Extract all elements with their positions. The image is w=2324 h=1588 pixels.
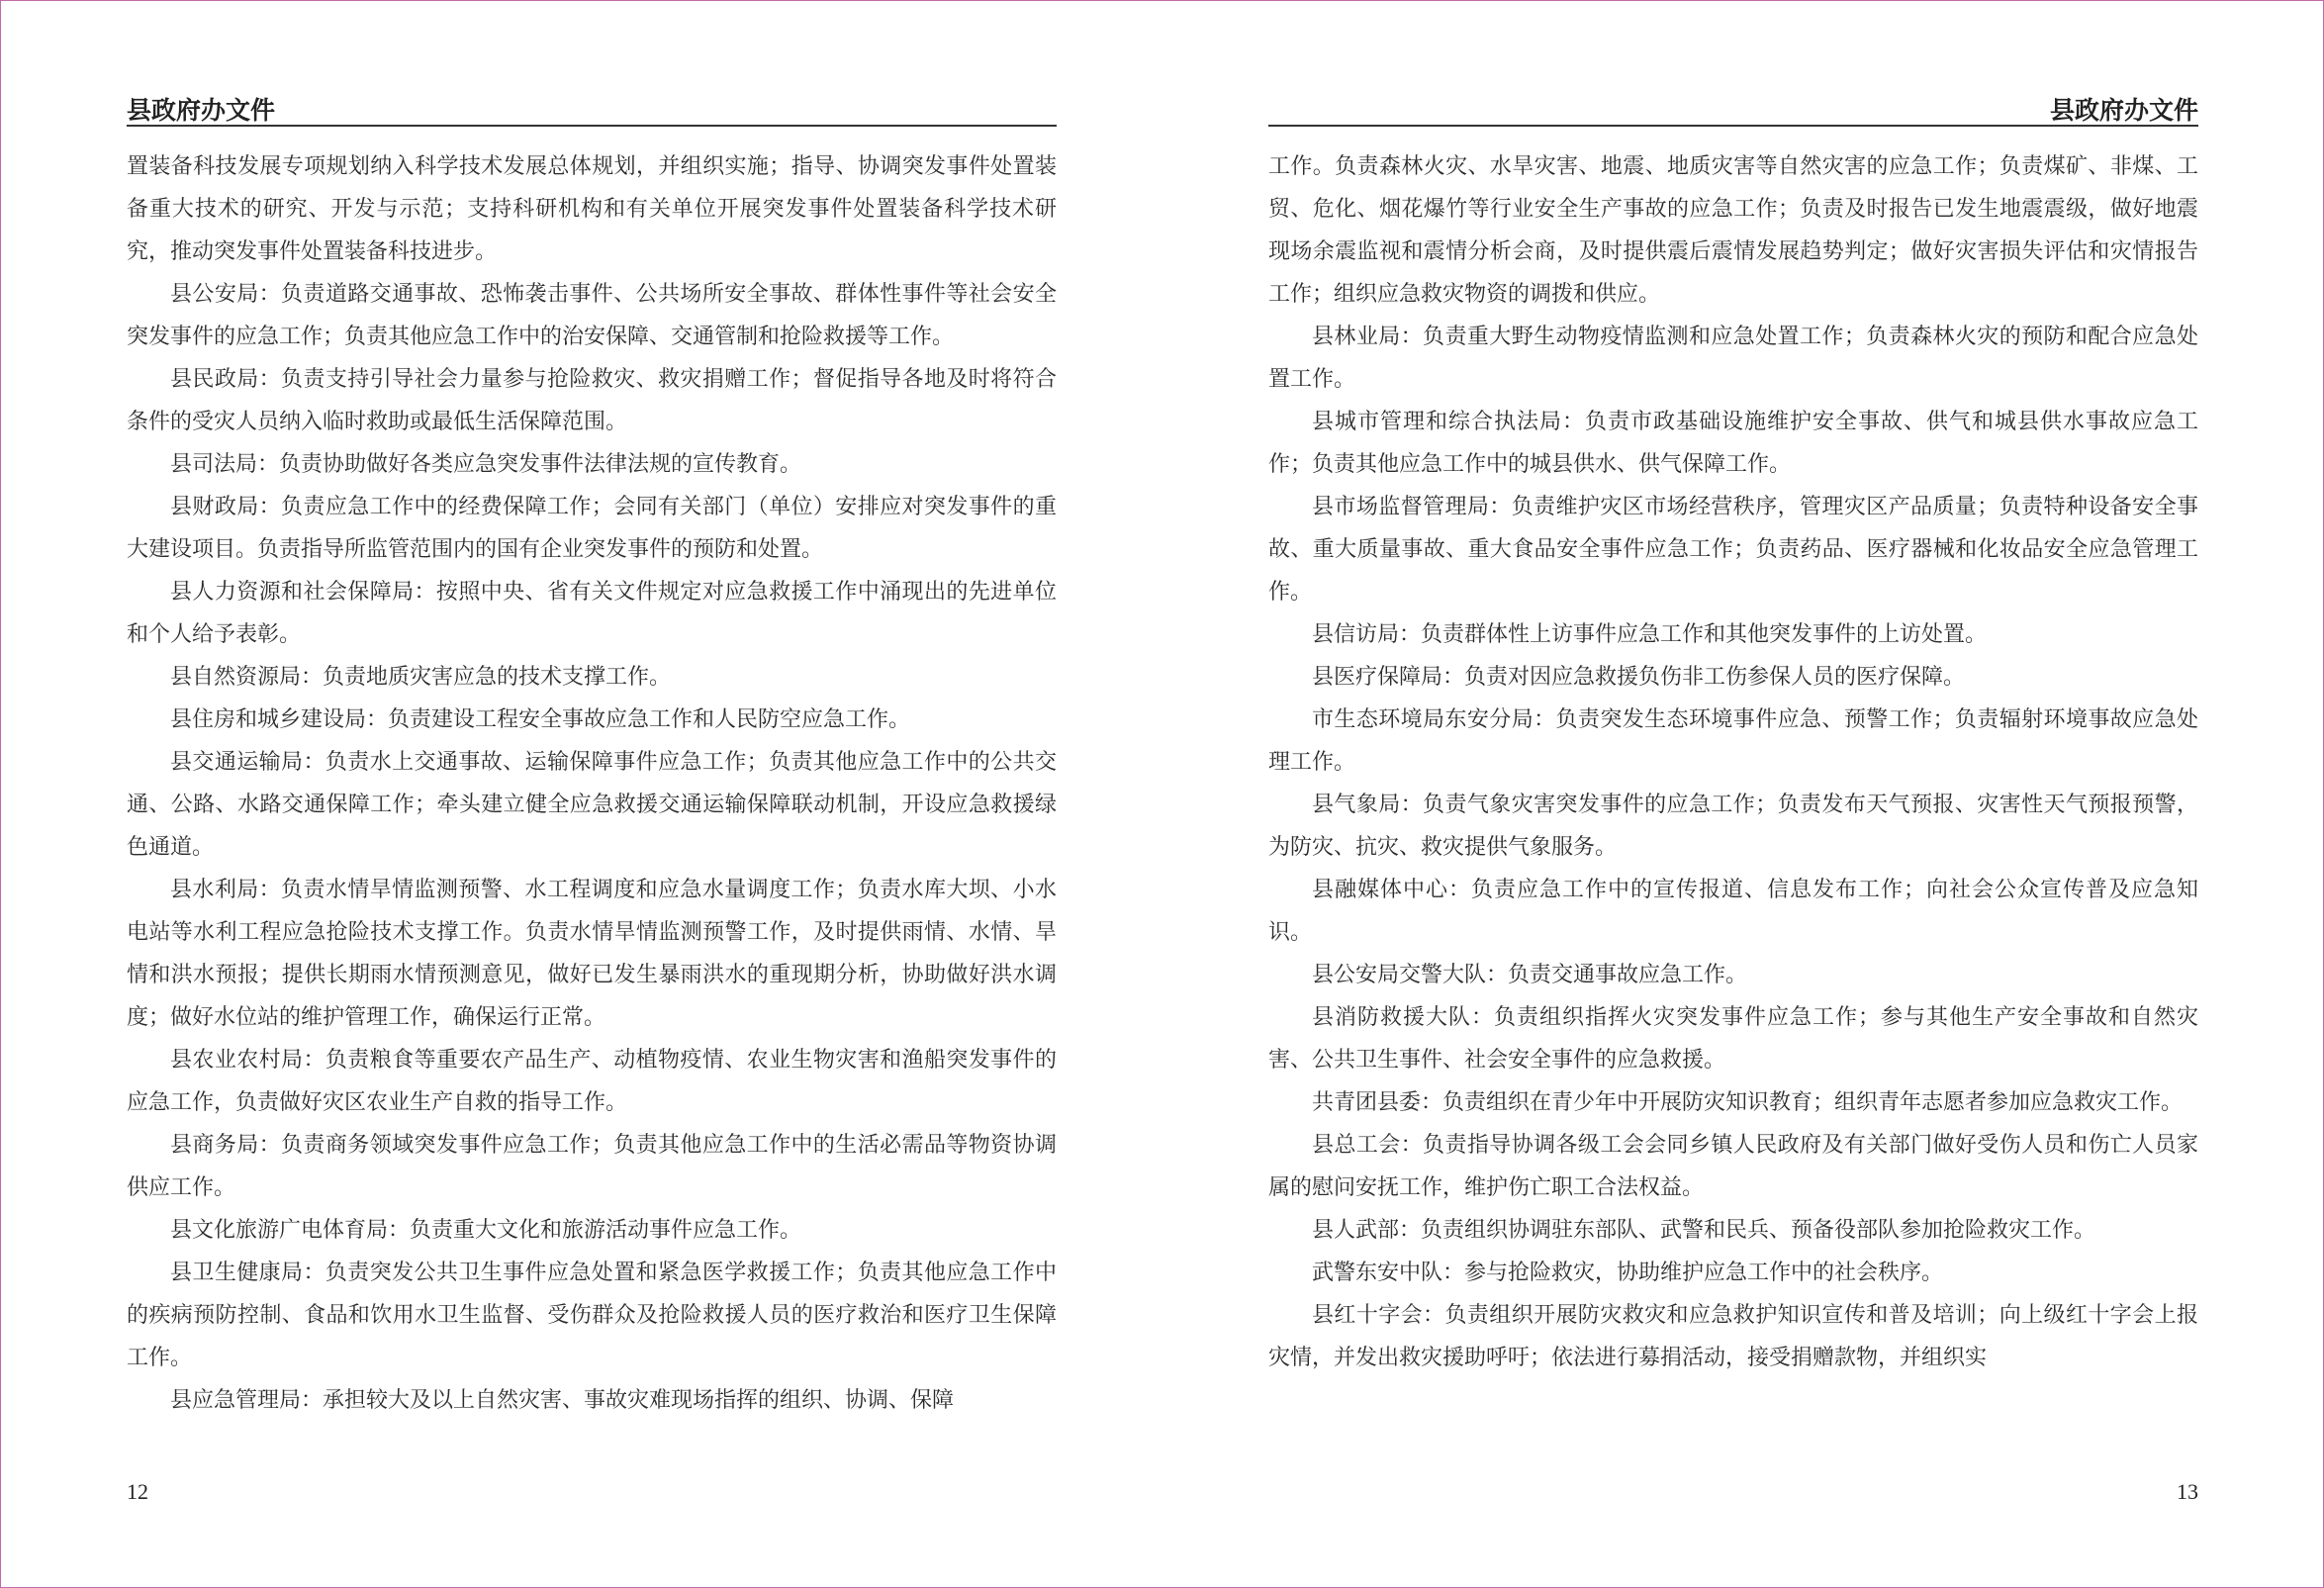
paragraph: 县应急管理局：承担较大及以上自然灾害、事故灾难现场指挥的组织、协调、保障	[170, 1388, 955, 1413]
paragraph: 县文化旅游广电体育局：负责重大文化和旅游活动事件应急工作。	[170, 1218, 802, 1243]
paragraph: 县融媒体中心：负责应急工作中的宣传报道、信息发布工作；向社会公众宣传普及应急知识。	[1268, 878, 2198, 945]
paragraph: 县农业农村局：负责粮食等重要农产品生产、动植物疫情、农业生物灾害和渔船突发事件的应急工作，负责做好灾区农业生产自救的指导工作。	[127, 1048, 1057, 1115]
paragraph: 县市场监督管理局：负责维护灾区市场经营秩序，管理灾区产品质量；负责特种设备安全事故、重大质量事故、重大食品安全事件应急工作；负责药品、医疗器械和化妆品安全应急管理工作。	[1268, 495, 2198, 605]
paragraph: 县水利局：负责水情旱情监测预警、水工程调度和应急水量调度工作；负责水库大坝、小水电站等水利工程应急抢险技术支撑工作。负责水情旱情监测预警工作，及时提供雨情、水情、旱情和洪水预报；提供长期雨水情预测意见，做好已发生暴雨洪水的重现期分析，协助做好洪水调度；做好水位站的维护管理工作，确保运行正常。	[127, 878, 1057, 1030]
page-number: 12	[127, 1479, 148, 1504]
paragraph: 县住房和城乡建设局：负责建设工程安全事故应急工作和人民防空应急工作。	[170, 707, 911, 732]
paragraph: 县交通运输局：负责水上交通事故、运输保障事件应急工作；负责其他应急工作中的公共交通、公路、水路交通保障工作；牵头建立健全应急救援交通运输保障联动机制，开设应急救援绿色通道。	[127, 750, 1057, 860]
paragraph: 县商务局：负责商务领域突发事件应急工作；负责其他应急工作中的生活必需品等物资协调供应工作。	[127, 1133, 1057, 1200]
paragraph: 工作。负责森林火灾、水旱灾害、地震、地质灾害等自然灾害的应急工作；负责煤矿、非煤、工贸、危化、烟花爆竹等行业安全生产事故的应急工作；负责及时报告已发生地震震级，做好地震现场余震监视和震情分析会商，及时提供震后震情发展趋势判定；做好灾害损失评估和灾情报告工作；组织应急救灾物资的调拨和供应。	[1268, 154, 2198, 307]
paragraph: 县公安局交警大队：负责交通事故应急工作。	[1312, 963, 1748, 987]
right-page	[1268, 0, 2198, 1588]
paragraph: 县司法局：负责协助做好各类应急突发事件法律法规的宣传教育。	[170, 452, 802, 477]
paragraph: 武警东安中队：参与抢险救灾，协助维护应急工作中的社会秩序。	[1312, 1261, 1944, 1285]
paragraph: 县信访局：负责群体性上访事件应急工作和其他突发事件的上访处置。	[1312, 622, 1988, 647]
paragraph: 共青团县委：负责组织在青少年中开展防灾知识教育；组织青年志愿者参加应急救灾工作。	[1312, 1090, 2184, 1115]
page-number: 13	[2177, 1479, 2198, 1504]
paragraph: 县公安局：负责道路交通事故、恐怖袭击事件、公共场所安全事故、群体性事件等社会安全突发事件的应急工作；负责其他应急工作中的治安保障、交通管制和抢险救援等工作。	[127, 282, 1057, 349]
left-page-body	[127, 145, 1057, 1422]
paragraph: 县林业局：负责重大野生动物疫情监测和应急处置工作；负责森林火灾的预防和配合应急处置工作。	[1268, 325, 2198, 392]
paragraph: 县气象局：负责气象灾害突发事件的应急工作；负责发布天气预报、灾害性天气预报预警，为防灾、抗灾、救灾提供气象服务。	[1268, 793, 2198, 860]
header-rule	[127, 125, 1057, 127]
paragraph: 县总工会：负责指导协调各级工会会同乡镇人民政府及有关部门做好受伤人员和伤亡人员家属的慰问安抚工作，维护伤亡职工合法权益。	[1268, 1133, 2198, 1200]
paragraph: 置装备科技发展专项规划纳入科学技术发展总体规划，并组织实施；指导、协调突发事件处置装备重大技术的研究、开发与示范；支持科研机构和有关单位开展突发事件处置装备科学技术研究，推动突发事件处置装备科技进步。	[127, 154, 1057, 264]
paragraph: 县消防救援大队：负责组织指挥火灾突发事件应急工作；参与其他生产安全事故和自然灾害、公共卫生事件、社会安全事件的应急救援。	[1268, 1005, 2198, 1073]
paragraph: 县卫生健康局：负责突发公共卫生事件应急处置和紧急医学救援工作；负责其他应急工作中的疾病预防控制、食品和饮用水卫生监督、受伤群众及抢险救援人员的医疗救治和医疗卫生保障工作。	[127, 1261, 1057, 1370]
page-header-title: 县政府办文件	[2049, 96, 2198, 125]
paragraph: 县自然资源局：负责地质灾害应急的技术支撑工作。	[170, 665, 672, 690]
left-page	[127, 0, 1057, 1588]
right-page-body	[1268, 145, 2198, 1379]
paragraph: 县医疗保障局：负责对因应急救援负伤非工伤参保人员的医疗保障。	[1312, 665, 1966, 690]
page-header-title: 县政府办文件	[127, 96, 276, 125]
paragraph: 县财政局：负责应急工作中的经费保障工作；会同有关部门（单位）安排应对突发事件的重大建设项目。负责指导所监管范围内的国有企业突发事件的预防和处置。	[127, 495, 1057, 562]
header-rule	[1268, 125, 2198, 127]
paragraph: 县红十字会：负责组织开展防灾救灾和应急救护知识宣传和普及培训；向上级红十字会上报灾情，并发出救灾援助呼吁；依法进行募捐活动，接受捐赠款物，并组织实	[1268, 1303, 2198, 1370]
paragraph: 县人武部：负责组织协调驻东部队、武警和民兵、预备役部队参加抢险救灾工作。	[1312, 1218, 2096, 1243]
paragraph: 县人力资源和社会保障局：按照中央、省有关文件规定对应急救援工作中涌现出的先进单位和个人给予表彰。	[127, 580, 1057, 647]
paragraph: 县城市管理和综合执法局：负责市政基础设施维护安全事故、供气和城县供水事故应急工作；负责其他应急工作中的城县供水、供气保障工作。	[1268, 410, 2198, 477]
paragraph: 市生态环境局东安分局：负责突发生态环境事件应急、预警工作；负责辐射环境事故应急处理工作。	[1268, 707, 2198, 775]
paragraph: 县民政局：负责支持引导社会力量参与抢险救灾、救灾捐赠工作；督促指导各地及时将符合条件的受灾人员纳入临时救助或最低生活保障范围。	[127, 367, 1057, 434]
